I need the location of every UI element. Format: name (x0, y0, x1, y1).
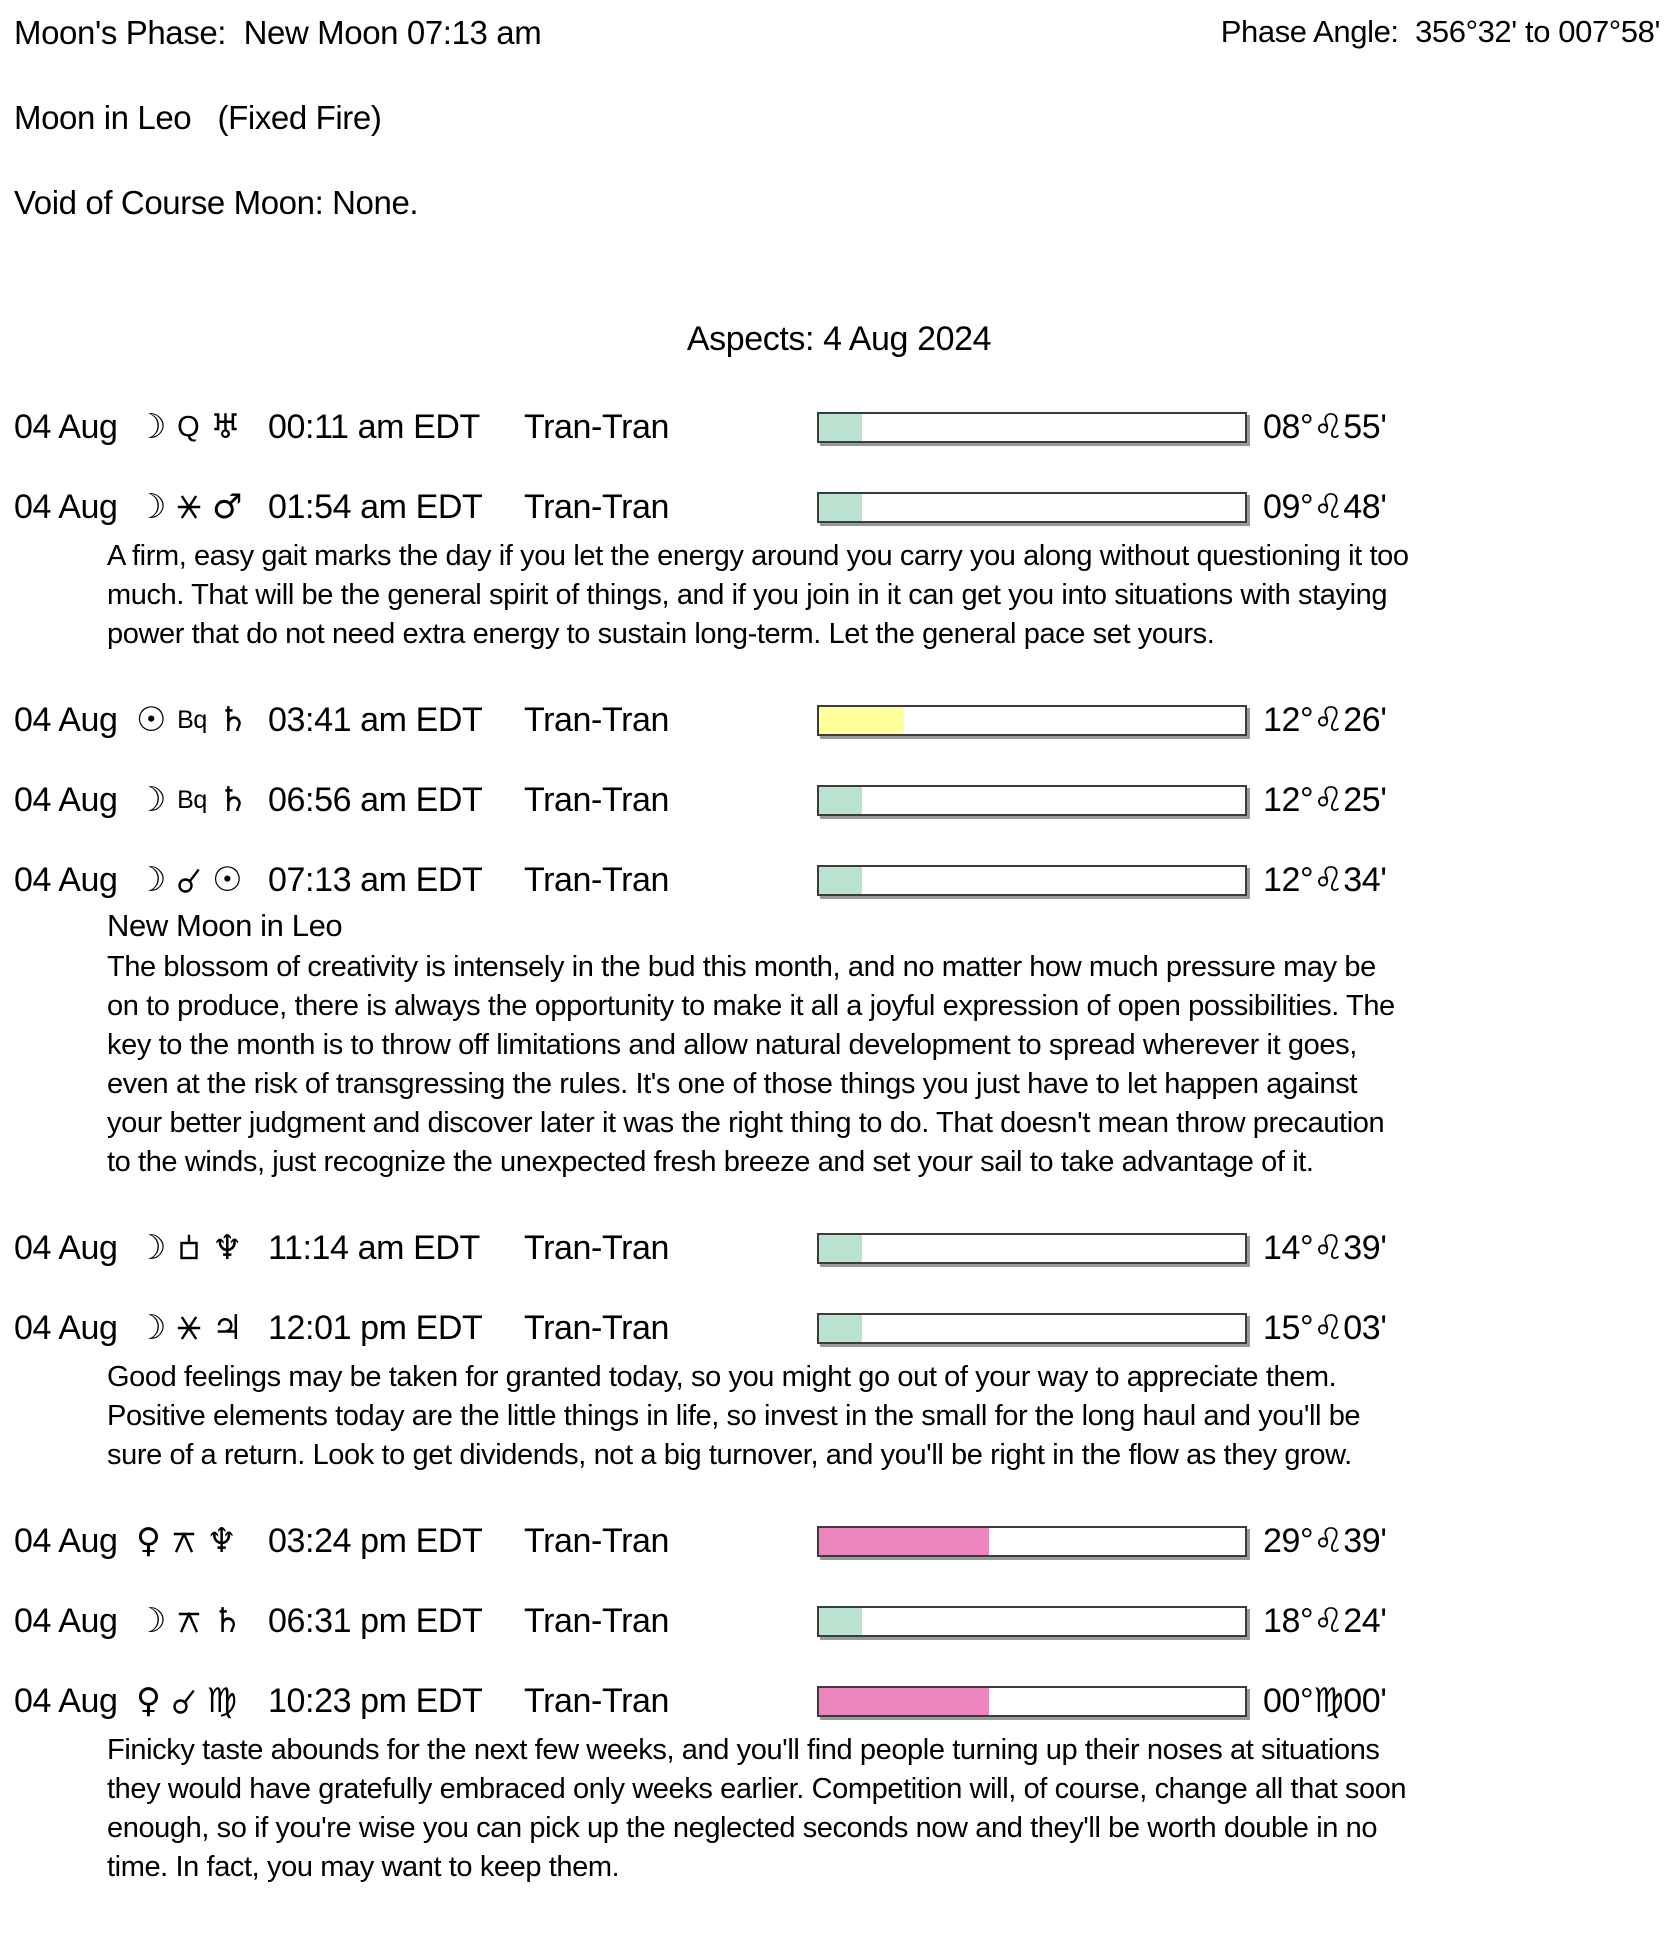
orb-bar-fill (819, 1688, 989, 1715)
aspect-type: Tran-Tran (524, 1681, 670, 1720)
aspect-note: A firm, easy gait marks the day if you let the energy around you carry you along without questioning it too much. That will be the general spirit of things, and if you join in it can get you into situations with staying power that do not need extra energy to sustain long-term. Let the general pace set yours. (107, 540, 1409, 650)
glyph-cluster (136, 487, 268, 527)
glyph-cluster (136, 860, 268, 900)
orb-bar-fill (819, 1608, 862, 1635)
saturn-icon: ♄ (212, 1601, 243, 1641)
orb-bar (817, 1526, 1247, 1557)
aspect-time: 07:13 am EDT (268, 860, 483, 899)
orb-bar (817, 705, 1247, 736)
quincunx-icon (172, 1527, 196, 1555)
orb-bar (817, 865, 1247, 896)
aspect-type: Tran-Tran (524, 1228, 670, 1267)
moon-sign-line: Moon in Leo (Fixed Fire) (14, 99, 382, 136)
orb-bar (817, 785, 1247, 816)
glyph-cluster (136, 780, 268, 820)
neptune-icon: ♆ (212, 1228, 243, 1268)
aspect-degree: 18°♌24' (1263, 1602, 1387, 1640)
aspect-degree: 15°♌03' (1263, 1309, 1387, 1347)
aspect-type: Tran-Tran (524, 407, 670, 446)
glyph-cluster (136, 407, 268, 447)
aspect-type: Tran-Tran (524, 1521, 670, 1560)
aspect-date: 04 Aug (14, 1601, 118, 1640)
aspect-row (14, 860, 1664, 898)
aspect-type: Tran-Tran (524, 1308, 670, 1347)
orb-bar (817, 1606, 1247, 1637)
sesquiquadrate-icon (177, 1234, 201, 1262)
aspect-degree: 14°♌39' (1263, 1229, 1387, 1267)
sextile-icon (177, 1314, 201, 1342)
aspect-row (14, 1228, 1664, 1266)
moon-icon: ☽ (136, 1601, 167, 1641)
aspect-date: 04 Aug (14, 487, 118, 526)
aspect-degree: 09°♌48' (1263, 488, 1387, 526)
saturn-icon: ♄ (217, 700, 248, 740)
glyph-cluster (136, 1308, 268, 1348)
aspect-time: 01:54 am EDT (268, 487, 483, 526)
biquintile-icon: Bq (177, 705, 207, 734)
aspect-type: Tran-Tran (524, 860, 670, 899)
moon-icon: ☽ (136, 487, 167, 527)
aspect-date: 04 Aug (14, 1228, 118, 1267)
aspect-date: 04 Aug (14, 700, 118, 739)
aspect-time: 03:41 am EDT (268, 700, 483, 739)
orb-bar-fill (819, 494, 862, 521)
virgo-icon: ♍ (206, 1681, 237, 1721)
aspect-row (14, 780, 1664, 818)
aspect-date: 04 Aug (14, 1521, 118, 1560)
report-header (14, 14, 1664, 52)
aspect-type: Tran-Tran (524, 700, 670, 739)
moon-icon: ☽ (136, 407, 167, 447)
aspect-row (14, 700, 1664, 738)
aspect-type: Tran-Tran (524, 780, 670, 819)
quincunx-icon (177, 1607, 201, 1635)
uranus-icon: ♅ (210, 407, 241, 447)
orb-bar (817, 492, 1247, 523)
aspect-time: 10:23 pm EDT (268, 1681, 483, 1720)
glyph-cluster (136, 1521, 268, 1561)
venus-icon: ♀ (136, 1681, 161, 1721)
aspect-date: 04 Aug (14, 860, 118, 899)
aspects-title: Aspects: 4 Aug 2024 (686, 320, 992, 358)
mars-icon: ♂ (212, 487, 243, 527)
orb-bar-fill (819, 867, 862, 894)
orb-bar-fill (819, 414, 862, 441)
aspect-time: 12:01 pm EDT (268, 1308, 483, 1347)
aspect-degree: 12°♌26' (1263, 701, 1387, 739)
conjunction-icon (172, 1687, 196, 1715)
orb-bar (817, 1686, 1247, 1717)
sun-icon: ☉ (136, 700, 167, 740)
aspect-time: 03:24 pm EDT (268, 1521, 483, 1560)
glyph-cluster (136, 1228, 268, 1268)
aspect-subtitle: New Moon in Leo (107, 908, 343, 943)
orb-bar-fill (819, 787, 862, 814)
saturn-icon: ♄ (217, 780, 248, 820)
aspect-row (14, 1601, 1664, 1639)
aspect-row (14, 1521, 1664, 1559)
aspect-list (14, 407, 1664, 1887)
aspect-date: 04 Aug (14, 1681, 118, 1720)
glyph-cluster (136, 700, 268, 740)
orb-bar-fill (819, 1235, 862, 1262)
aspect-time: 11:14 am EDT (268, 1228, 480, 1267)
orb-bar (817, 1313, 1247, 1344)
moon-icon: ☽ (136, 1308, 167, 1348)
aspect-type: Tran-Tran (524, 487, 670, 526)
aspect-time: 00:11 am EDT (268, 407, 480, 446)
aspect-degree: 08°♌55' (1263, 408, 1387, 446)
aspect-time: 06:31 pm EDT (268, 1601, 483, 1640)
orb-bar-fill (819, 1315, 862, 1342)
glyph-cluster (136, 1681, 268, 1721)
moon-icon: ☽ (136, 860, 167, 900)
glyph-cluster (136, 1601, 268, 1641)
orb-bar (817, 1233, 1247, 1264)
void-of-course-line: Void of Course Moon: None. (14, 184, 419, 221)
aspect-degree: 29°♌39' (1263, 1522, 1387, 1560)
aspect-degree: 12°♌34' (1263, 861, 1387, 899)
jupiter-icon: ♃ (212, 1308, 243, 1348)
aspect-degree: 00°♍00' (1263, 1682, 1387, 1720)
aspect-row (14, 1308, 1664, 1346)
moon-icon: ☽ (136, 1228, 167, 1268)
sextile-icon (177, 493, 201, 521)
moon-icon: ☽ (136, 780, 167, 820)
aspect-type: Tran-Tran (524, 1601, 670, 1640)
orb-bar (817, 412, 1247, 443)
aspect-degree: 12°♌25' (1263, 781, 1387, 819)
aspect-row (14, 487, 1664, 525)
aspect-date: 04 Aug (14, 780, 118, 819)
neptune-icon: ♆ (206, 1521, 237, 1561)
moons-phase-line: Moon's Phase: New Moon 07:13 am (14, 14, 542, 51)
orb-bar-fill (819, 1528, 989, 1555)
venus-icon: ♀ (136, 1521, 161, 1561)
aspect-time: 06:56 am EDT (268, 780, 483, 819)
aspect-note: Good feelings may be taken for granted today, so you might go out of your way to appreciate them. Positive elements today are the little things in life, so invest in the small for the long haul and you'll be sure of a return. Look to get dividends, not a big turnover, and you'll be right in the flow as they grow. (107, 1361, 1361, 1471)
phase-angle-line: Phase Angle: 356°32' to 007°58' (1220, 14, 1660, 49)
aspect-row (14, 407, 1664, 445)
aspect-row (14, 1681, 1664, 1719)
conjunction-icon (177, 866, 201, 894)
aspect-note: Finicky taste abounds for the next few weeks, and you'll find people turning up their noses at situations they would have gratefully embraced only weeks earlier. Competition will, of course, change all that soon enough, so if you're wise you can pick up the neglected seconds now and they'll be worth double in no time. In fact, you may want to keep them. (107, 1734, 1407, 1883)
biquintile-icon: Bq (177, 785, 207, 814)
sun-icon: ☉ (212, 860, 243, 900)
quintile-icon: Q (177, 410, 200, 443)
aspect-note: The blossom of creativity is intensely in the bud this month, and no matter how much pressure may be on to produce, there is always the opportunity to make it all a joyful expression of open possibilities. The key to the month is to throw off limitations and allow natural development to spread wherever it goes, even at the risk of transgressing the rules. It's one of those things you just have to let happen against your better judgment and discover later it was the right thing to do. That doesn't mean throw precaution to the winds, just recognize the unexpected fresh breeze and set your sail to take advantage of it. (107, 951, 1395, 1178)
aspect-date: 04 Aug (14, 1308, 118, 1347)
aspect-date: 04 Aug (14, 407, 118, 446)
orb-bar-fill (819, 707, 904, 734)
